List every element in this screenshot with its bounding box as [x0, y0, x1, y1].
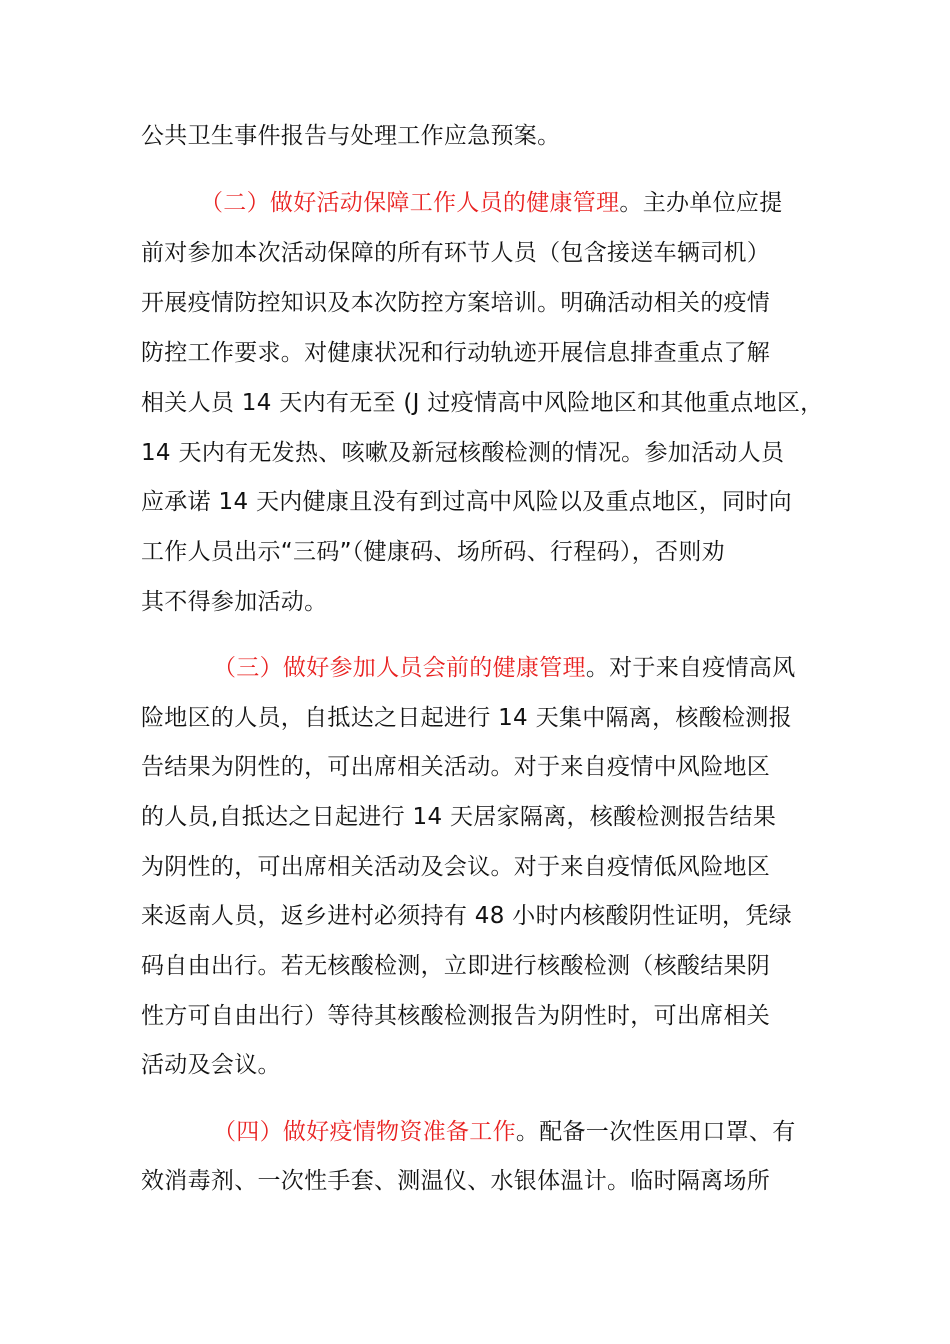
section-heading: （四）做好疫情物资准备工作 — [213, 1119, 516, 1145]
paragraph-line: 应承诺 14 天内健康且没有到过高中风险以及重点地区，同时向 — [141, 489, 792, 515]
paragraph-line: 来返南人员，返乡进村必须持有 48 小时内核酸阴性证明，凭绿 — [141, 903, 792, 929]
paragraph-line: 14 天内有无发热、咳嗽及新冠核酸检测的情况。参加活动人员 — [141, 440, 785, 466]
section-heading-line: （三）做好参加人员会前的健康管理。对于来自疫情高风 — [213, 655, 796, 681]
paragraph-line: 防控工作要求。对健康状况和行动轨迹开展信息排查重点了解 — [141, 340, 771, 366]
paragraph-line: 效消毒剂、一次性手套、测温仪、水银体温计。临时隔离场所 — [141, 1168, 771, 1194]
paragraph-line: 工作人员出示“三码”（健康码、场所码、行程码），否则劝 — [141, 539, 725, 565]
paragraph-line: 为阴性的，可出席相关活动及会议。对于来自疫情低风险地区 — [141, 854, 771, 880]
section-heading-line: （二）做好活动保障工作人员的健康管理。主办单位应提 — [200, 190, 783, 216]
paragraph-line: 相关人员 14 天内有无至 (J 过疫情高中风险地区和其他重点地区， — [141, 390, 824, 416]
section-heading: （三）做好参加人员会前的健康管理 — [213, 655, 586, 681]
paragraph-line: 码自由出行。若无核酸检测，立即进行核酸检测（核酸结果阴 — [141, 953, 771, 979]
paragraph-line: 其不得参加活动。 — [141, 589, 328, 615]
paragraph-line: 开展疫情防控知识及本次防控方案培训。明确活动相关的疫情 — [141, 290, 771, 316]
paragraph-line: 公共卫生事件报告与处理工作应急预案。 — [141, 123, 561, 149]
paragraph-line: 险地区的人员，自抵达之日起进行 14 天集中隔离，核酸检测报 — [141, 705, 792, 731]
paragraph-line: 性方可自由出行）等待其核酸检测报告为阴性时，可出席相关 — [141, 1003, 771, 1029]
paragraph-line: 的人员,自抵达之日起进行 14 天居家隔离，核酸检测报告结果 — [141, 804, 777, 830]
paragraph-line: 活动及会议。 — [141, 1052, 281, 1078]
paragraph-line: 前对参加本次活动保障的所有环节人员（包含接送车辆司机） — [141, 240, 771, 266]
section-heading: （二）做好活动保障工作人员的健康管理 — [200, 190, 620, 216]
section-heading-line: （四）做好疫情物资准备工作。配备一次性医用口罩、有 — [213, 1119, 796, 1145]
paragraph-line: 告结果为阴性的，可出席相关活动。对于来自疫情中风险地区 — [141, 754, 771, 780]
